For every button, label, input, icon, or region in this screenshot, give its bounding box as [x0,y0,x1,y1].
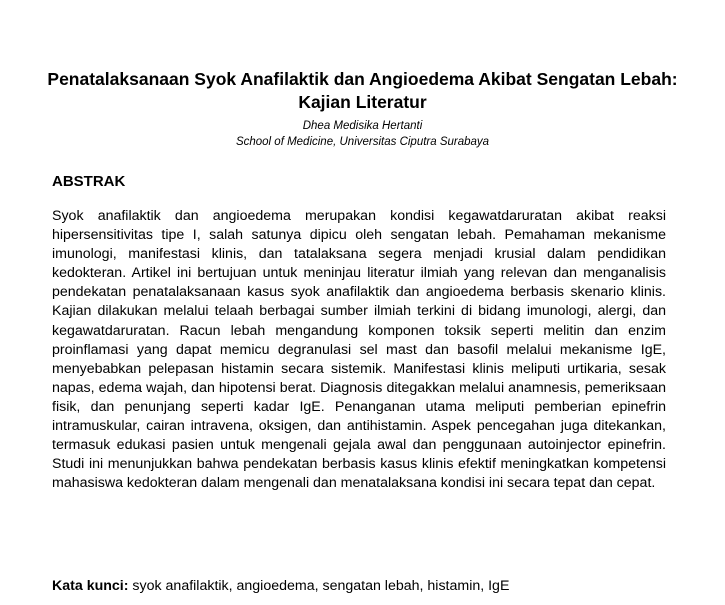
author-affiliation: School of Medicine, Universitas Ciputra Surabaya [235,136,490,148]
keywords-label: Kata kunci: [52,578,129,594]
abstract-body: Syok anafilaktik dan angioedema merupakan kondisi kegawatdaruratan akibat reaksi hipersensitivitas tipe I, salah satunya dipicu oleh sengatan lebah. Pemahaman mekanisme imunologi, manifestasi klinis, dan tatalaksana segera menjadi krusial dalam pendidikan kedokteran. Artikel ini bertujuan untuk meninjau literatur ilmiah yang relevan dan menganalisis pendekatan penatalaksanaan kasus syok anafilaktik dan angioedema berbasis skenario klinis. Kajian dilakukan melalui telaah berbagai sumber ilmiah terkini di bidang imunologi, alergi, dan kegawatdaruratan. Racun lebah mengandung komponen toksik seperti melitin dan enzim proinflamasi yang dapat memicu degranulasi sel mast dan basofil melalui mekanisme IgE, menyebabkan pelepasan histamin secara sistemik. Manifestasi klinis meliputi urtikaria, sesak napas, edema wajah, dan hipotensi berat. Diagnosis ditegakkan melalui anamnesis, pemeriksaan fisik, dan penunjang seperti kadar IgE. Penanganan utama meliputi pemberian epinefrin intramuskular, cairan intravena, oksigen, dan antihistamin. Aspek pencegahan juga ditekankan, termasuk edukasi pasien untuk mengenali gejala awal dan penggunaan autoinjector epinefrin. Studi ini menunjukkan bahwa pendekatan berbasis kasus klinis efektif meningkatkan kompetensi mahasiswa kedokteran dalam mengenali dan menatalaksana kondisi ini secara tepat dan cepat. [52,208,666,492]
abstract-heading: ABSTRAK [52,173,126,190]
keywords-list: syok anafilaktik, angioedema, sengatan lebah, histamin, IgE [128,578,510,594]
paper-title: Penatalaksanaan Syok Anafilaktik dan Angioedema Akibat Sengatan Lebah: Kajian Literatur [47,69,678,112]
keywords-line [52,577,672,596]
author-name: Dhea Medisika Hertanti [302,120,423,132]
